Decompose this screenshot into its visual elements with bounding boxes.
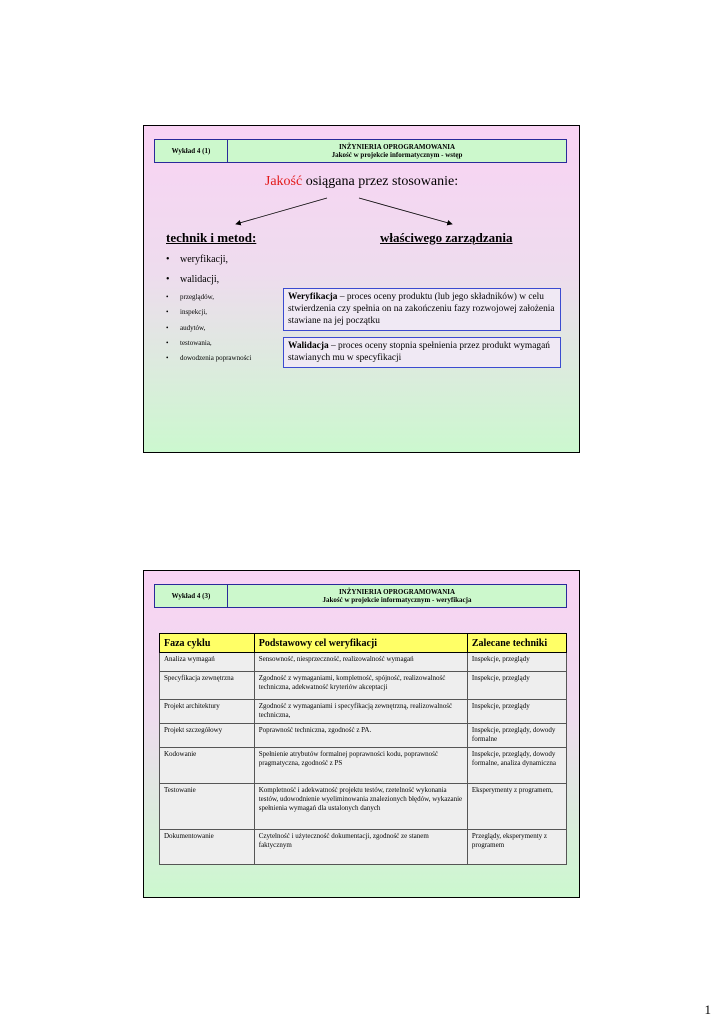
definition-validation: Walidacja – proces oceny stopnia spełnienia przez produkt wymagań stawianych mu w specyfikacji xyxy=(283,337,561,368)
table-cell: Kodowanie xyxy=(160,748,255,784)
column-header: Faza cyklu xyxy=(160,634,255,653)
arrow-left xyxy=(236,198,327,224)
main-heading-rest: osiągana przez stosowanie: xyxy=(302,174,459,189)
slide-2 xyxy=(143,570,580,898)
table-cell: Projekt architektury xyxy=(160,700,255,724)
table-cell: Inspekcje, przeglądy, dowody formalne xyxy=(467,724,566,748)
slide-1: Wykład 4 (1) INŻYNIERIA OPROGRAMOWANIA Jakość w projekcie informatycznym - wstęp Jakość osiągana przez stosowanie: technik i metod: właściwego zarządzania weryfikacji, walidacji, przeglądów, inspekcji, audytów, testowania, dowodzenia poprawności Weryfikacja – proces oceny produktu (lub jego składników) w celu stwierdzenia czy spełnia on na zakończeniu fazy rozwojowej założenia stawiane na jej początku Walidacja – proces oceny stopnia spełnienia przez produkt wymagań stawianych mu w specyfikacji xyxy=(143,125,580,453)
table-cell: Czytelność i użyteczność dokumentacji, zgodność ze stanem faktycznym xyxy=(254,830,467,865)
table-cell: Kompletność i adekwatność projektu testów, rzetelność wykonania testów, udowodnienie wyeliminowania znalezionych błędów, wykazanie spełnienia wymagań dla ustalonych danych xyxy=(254,784,467,830)
table-cell: Sensowność, niesprzeczność, realizowalność wymagań xyxy=(254,653,467,672)
slide-header xyxy=(154,584,567,608)
definition-verification: Weryfikacja – proces oceny produktu (lub jego składników) w celu stwierdzenia czy spełnia on na zakończeniu fazy rozwojowej założenia stawiane na jej początku xyxy=(283,288,561,331)
course-title: INŻYNIERIA OPROGRAMOWANIA xyxy=(338,143,456,151)
table-row xyxy=(160,672,567,700)
lecture-label: Wykład 4 (3) xyxy=(155,585,228,607)
left-heading: technik i metod: xyxy=(166,230,257,245)
slide-subtitle: Jakość w projekcie informatycznym - weryfikacja xyxy=(322,596,472,604)
table-cell: Zgodność z wymaganiami i specyfikacją zewnętrzną, realizowalność techniczna, xyxy=(254,700,467,724)
table-header-row xyxy=(160,634,567,653)
table-row xyxy=(160,830,567,865)
page-number: 1 xyxy=(704,1002,711,1017)
table-cell: Inspekcje, przeglądy xyxy=(467,653,566,672)
column-header: Zalecane techniki xyxy=(467,634,566,653)
table-row xyxy=(160,784,567,830)
column-header: Podstawowy cel weryfikacji xyxy=(254,634,467,653)
table-cell: Projekt szczegółowy xyxy=(160,724,255,748)
table-cell: Poprawność techniczna, zgodność z PA. xyxy=(254,724,467,748)
course-title: INŻYNIERIA OPROGRAMOWANIA xyxy=(338,588,456,596)
table-row xyxy=(160,653,567,672)
lecture-label: Wykład 4 (1) xyxy=(155,140,228,162)
table-cell: Przeglądy, eksperymenty z programem xyxy=(467,830,566,865)
table-row xyxy=(160,748,567,784)
table-cell: Specyfikacja zewnętrzna xyxy=(160,672,255,700)
course-title-block xyxy=(228,585,566,607)
table-cell: Inspekcje, przeglądy, dowody formalne, analiza dynamiczna xyxy=(467,748,566,784)
table-row xyxy=(160,700,567,724)
table-cell: Zgodność z wymaganiami, kompletność, spójność, realizowalność techniczna, adekwatność kryteriów akceptacji xyxy=(254,672,467,700)
table-cell: Spełnienie atrybutów formalnej poprawności kodu, poprawność pragmatyczna, zgodność z PS xyxy=(254,748,467,784)
table-cell: Eksperymenty z programem, xyxy=(467,784,566,830)
table-row xyxy=(160,724,567,748)
arrow-right xyxy=(359,198,452,224)
slide-subtitle: Jakość w projekcie informatycznym - wstęp xyxy=(331,151,463,159)
split-arrows xyxy=(144,126,581,236)
main-heading-accent: Jakość xyxy=(264,174,303,189)
right-heading: właściwego zarządzania xyxy=(380,230,513,245)
table-cell: Testowanie xyxy=(160,784,255,830)
table-cell: Inspekcje, przeglądy xyxy=(467,672,566,700)
table-cell: Dokumentowanie xyxy=(160,830,255,865)
table-cell: Analiza wymagań xyxy=(160,653,255,672)
table-cell: Inspekcje, przeglądy xyxy=(467,700,566,724)
verification-table xyxy=(159,633,567,865)
